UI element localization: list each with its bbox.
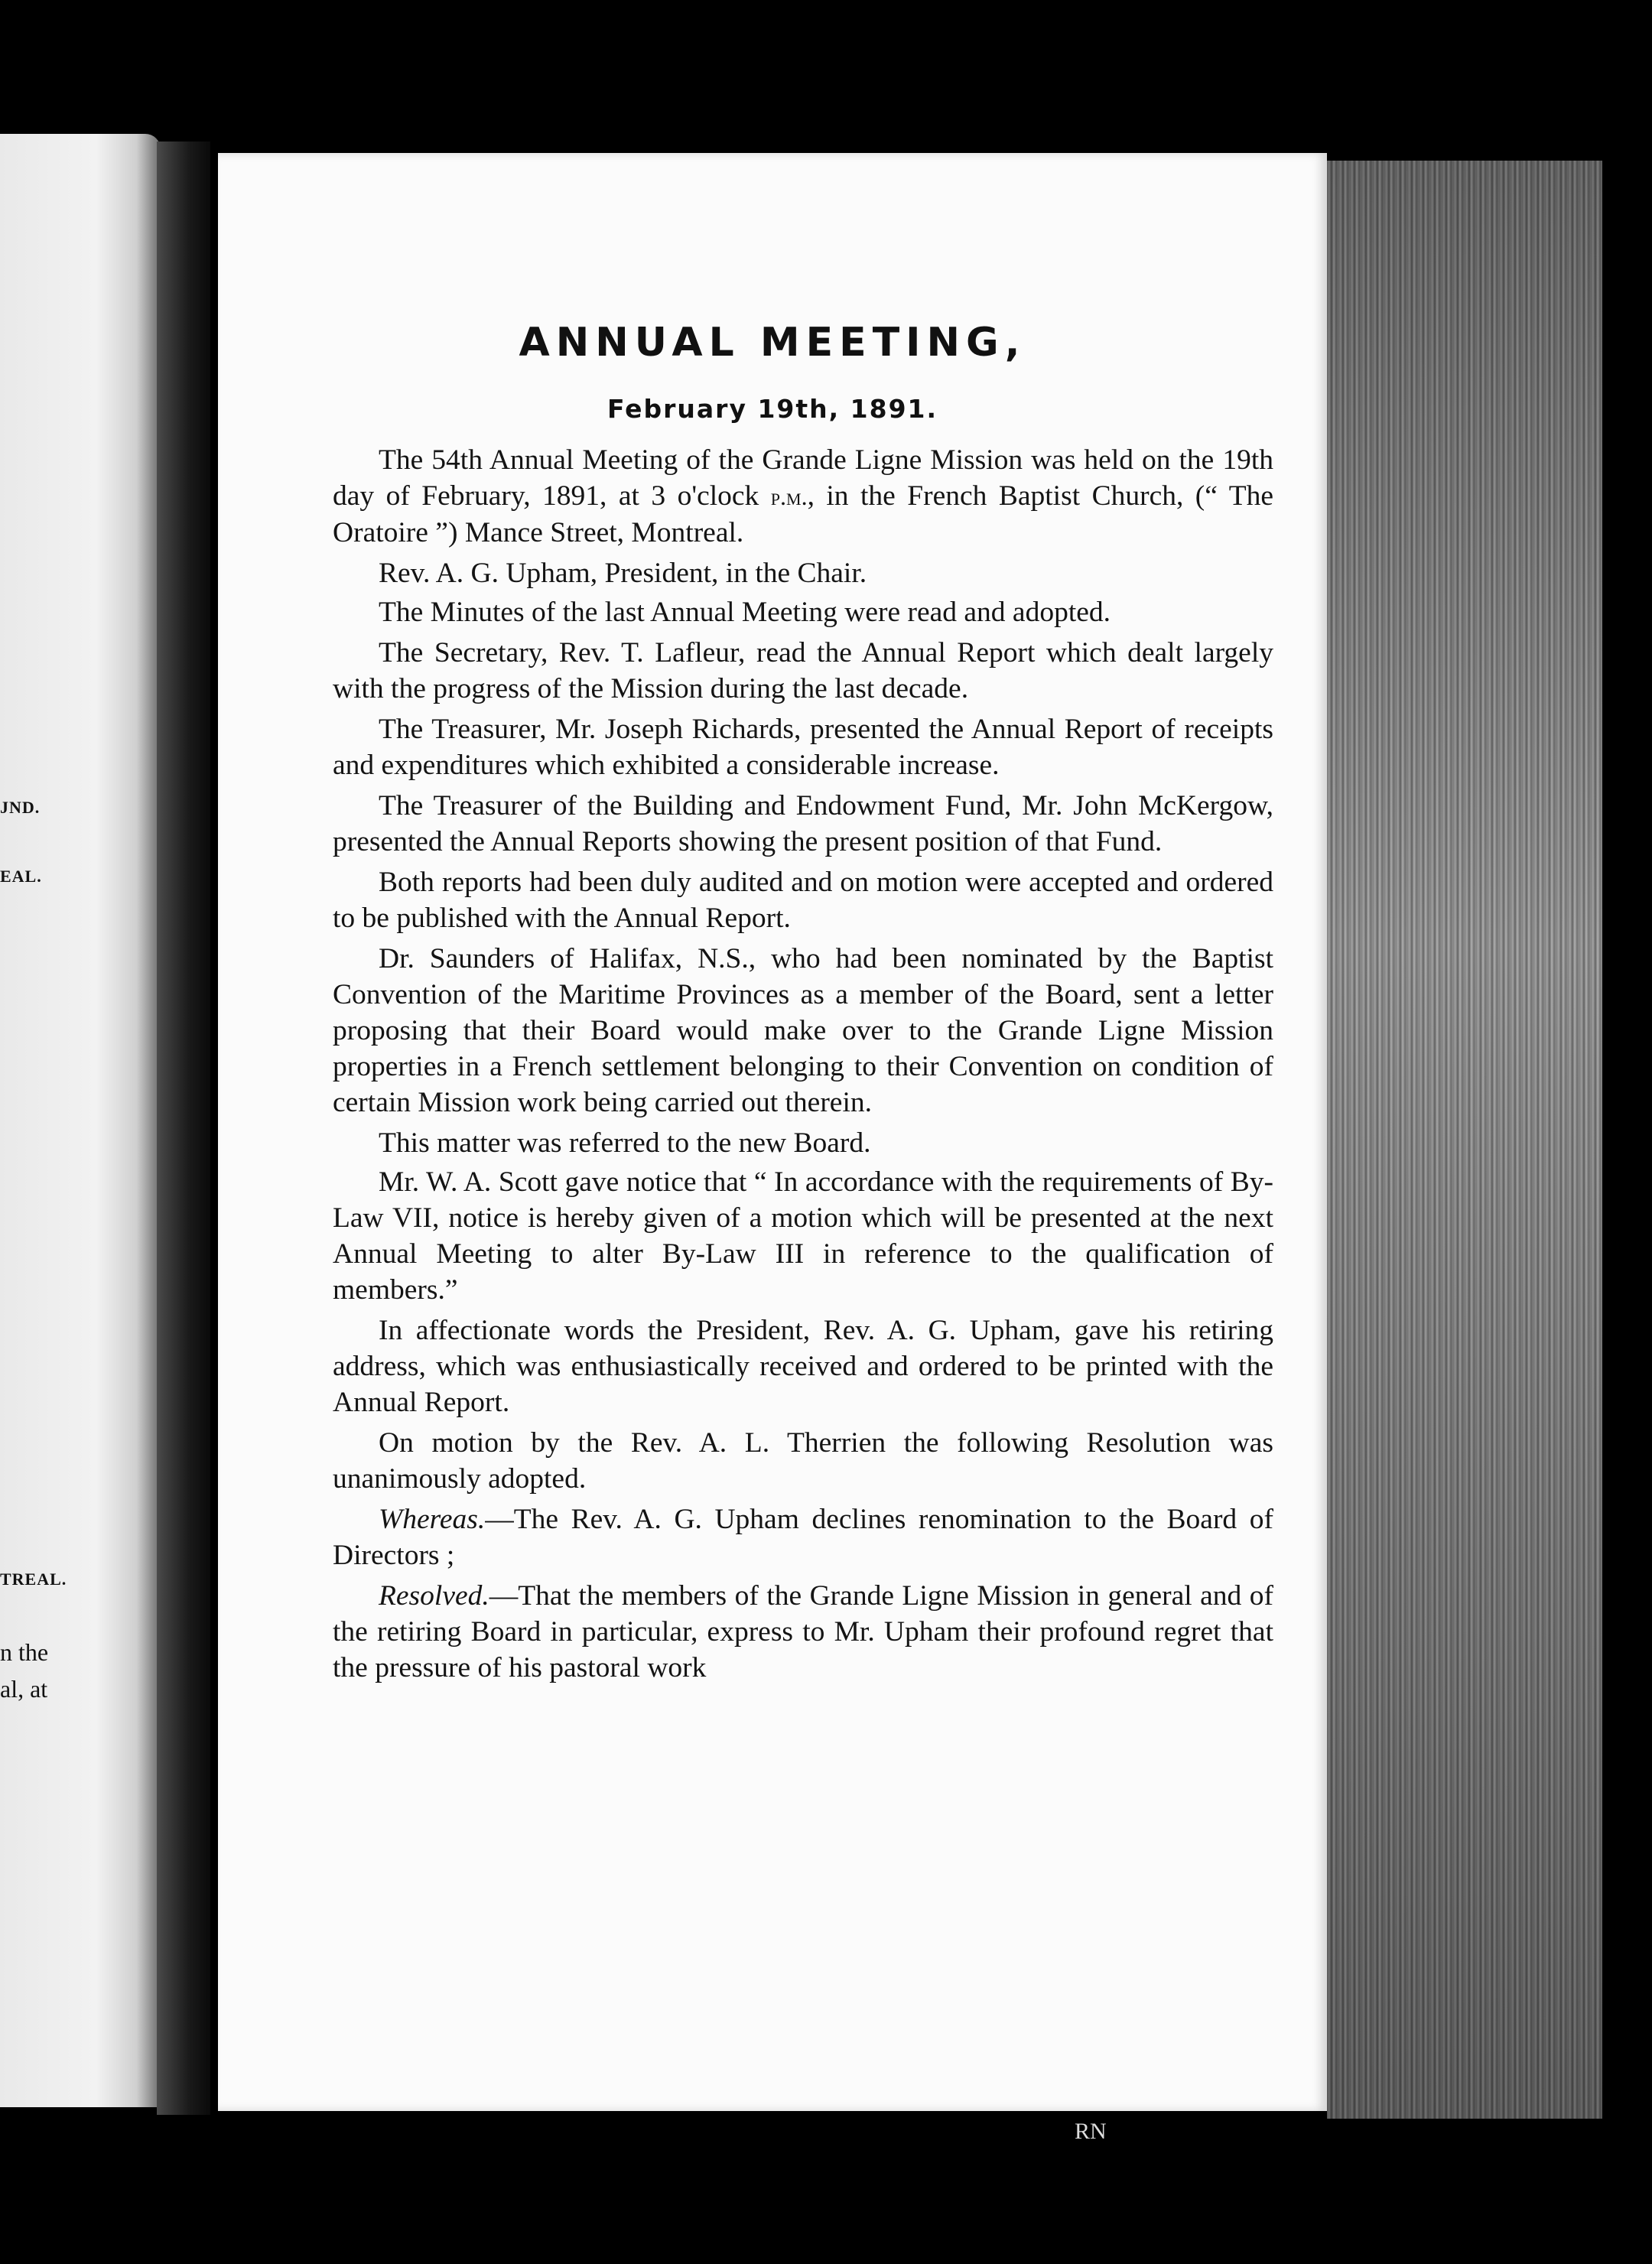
paragraph-text: —That the members of the Grande Ligne Mission in general and of the retiring Board in particular, express to Mr. Upham their profound regret that the pressure of his pastoral work (333, 1580, 1273, 1683)
paragraph: Both reports had been duly audited and on motion were accepted and ordered to be published with the Annual Report. (333, 867, 1273, 934)
book-gutter (157, 142, 210, 2115)
document-body (333, 442, 1273, 1690)
time-abbreviation: p.m. (770, 483, 808, 510)
paragraph: This matter was referred to the new Board. (379, 1127, 871, 1159)
page-stack-edge (1327, 161, 1602, 2119)
paragraph: Mr. W. A. Scott gave notice that “ In accordance with the requirements of By-Law VII, notice is hereby given of a motion which will be presented at the next Annual Meeting to alter By-Law III in reference to the qualification of members.” (333, 1166, 1273, 1306)
paragraph-text: , in the French Baptist Church, (“ The Oratoire ”) Mance Street, Montreal. (333, 480, 1273, 548)
resolved-label: Resolved. (379, 1580, 489, 1612)
paragraph (333, 1578, 1273, 1686)
paragraph-text: The 54th Annual Meeting of the Grande Ligne Mission was held on the 19th day of February, 1891, at 3 o'clock (333, 444, 1273, 512)
paragraph: On motion by the Rev. A. L. Therrien the following Resolution was unanimously adopted. (333, 1427, 1273, 1495)
paragraph: Dr. Saunders of Halifax, N.S., who had been nominated by the Baptist Convention of the Maritime Provinces as a member of the Board, sent a letter proposing that their Board would make over to the Grande Ligne Mission properties in a French settlement belonging to their Convention on condition of certain Mission work being carried out therein. (333, 943, 1273, 1118)
left-page-text-fragment: TREAL. (0, 1570, 67, 1589)
page-title: ANNUAL MEETING, (519, 320, 1026, 366)
document-page (218, 153, 1327, 2111)
left-page-text-fragment: EAL. (0, 867, 42, 886)
left-page-text-fragment: JND. (0, 798, 41, 817)
whereas-label: Whereas. (379, 1504, 486, 1535)
paragraph: The Secretary, Rev. T. Lafleur, read the Annual Report which dealt largely with the progress of the Mission during the last decade. (333, 637, 1273, 704)
paragraph (333, 1501, 1273, 1573)
meeting-date: February 19th, 1891. (606, 394, 938, 424)
paragraph: Rev. A. G. Upham, President, in the Chair. (379, 558, 867, 589)
paragraph: The Treasurer, Mr. Joseph Richards, presented the Annual Report of receipts and expenditures which exhibited a considerable increase. (333, 714, 1273, 781)
paragraph: The Minutes of the last Annual Meeting were read and adopted. (379, 597, 1111, 628)
scan-margin-mark: RN (1075, 2119, 1107, 2144)
left-page-text-fragment: n the (0, 1638, 49, 1666)
paragraph: In affectionate words the President, Rev. A. G. Upham, gave his retiring address, which was enthusiastically received and ordered to be printed with the Annual Report. (333, 1315, 1273, 1418)
paragraph: The Treasurer of the Building and Endowment Fund, Mr. John McKergow, presented the Annual Reports showing the present position of that Fund. (333, 790, 1273, 857)
left-facing-page (0, 134, 161, 2107)
paragraph-text: —The Rev. A. G. Upham declines renomination to the Board of Directors ; (333, 1504, 1273, 1571)
left-page-text-fragment: al, at (0, 1675, 48, 1703)
paragraph (333, 442, 1273, 551)
